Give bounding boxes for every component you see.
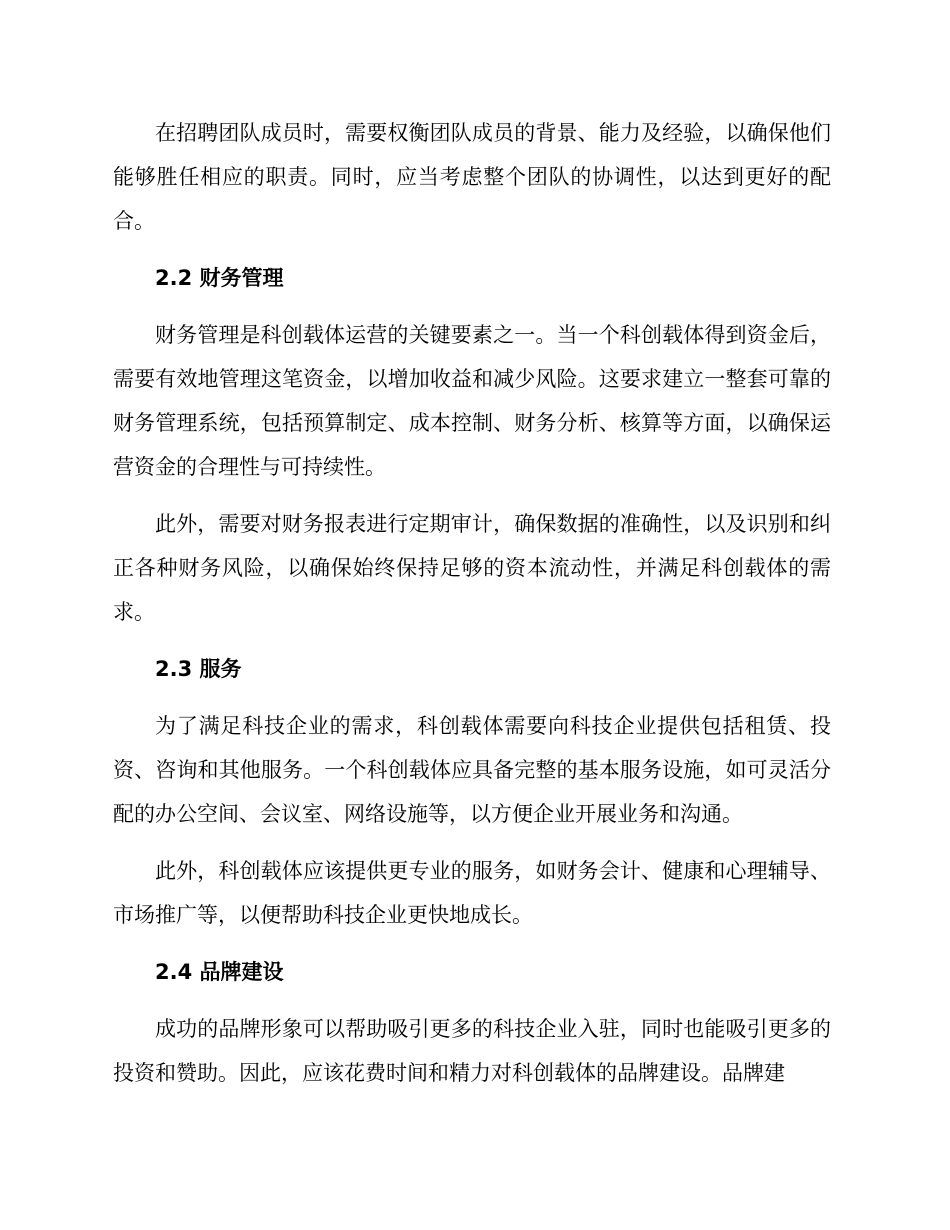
- paragraph-brand-building: 成功的品牌形象可以帮助吸引更多的科技企业入驻，同时也能吸引更多的投资和赞助。因此，应该花费时间和精力对科创载体的品牌建设。品牌建: [113, 1017, 831, 1085]
- paragraph-financial-management: 财务管理是科创载体运营的关键要素之一。当一个科创载体得到资金后，需要有效地管理这笔资金，以增加收益和减少风险。这要求建立一整套可靠的财务管理系统，包括预算制定、成本控制、财务分析、核算等方面，以确保运营资金的合理性与可持续性。: [113, 323, 831, 479]
- spacer: [113, 300, 831, 313]
- spacer: [113, 836, 831, 849]
- section-heading-2-2: 2.2 财务管理: [155, 266, 284, 290]
- section-heading-2-3: 2.3 服务: [155, 657, 242, 681]
- paragraph-services: 为了满足科技企业的需求，科创载体需要向科技企业提供包括租赁、投资、咨询和其他服务。一个科创载体应具备完整的基本服务设施，如可灵活分配的办公空间、会议室、网络设施等，以方便企业开展业务和沟通。: [113, 714, 831, 826]
- spacer: [113, 691, 831, 704]
- paragraph-team-recruitment: 在招聘团队成员时，需要权衡团队成员的背景、能力及经验，以确保他们能够胜任相应的职责。同时，应当考虑整个团队的协调性，以达到更好的配合。: [113, 121, 831, 233]
- spacer: [113, 994, 831, 1007]
- spacer: [113, 634, 831, 647]
- section-heading-2-4: 2.4 品牌建设: [155, 960, 284, 984]
- spacer: [113, 937, 831, 950]
- paragraph-financial-audit: 此外，需要对财务报表进行定期审计，确保数据的准确性，以及识别和纠正各种财务风险，以确保始终保持足够的资本流动性，并满足科创载体的需求。: [113, 512, 831, 624]
- spacer: [113, 243, 831, 256]
- paragraph-professional-services: 此外，科创载体应该提供更专业的服务，如财务会计、健康和心理辅导、市场推广等，以便帮助科技企业更快地成长。: [113, 859, 831, 927]
- spacer: [113, 489, 831, 502]
- document-body: [113, 111, 831, 1095]
